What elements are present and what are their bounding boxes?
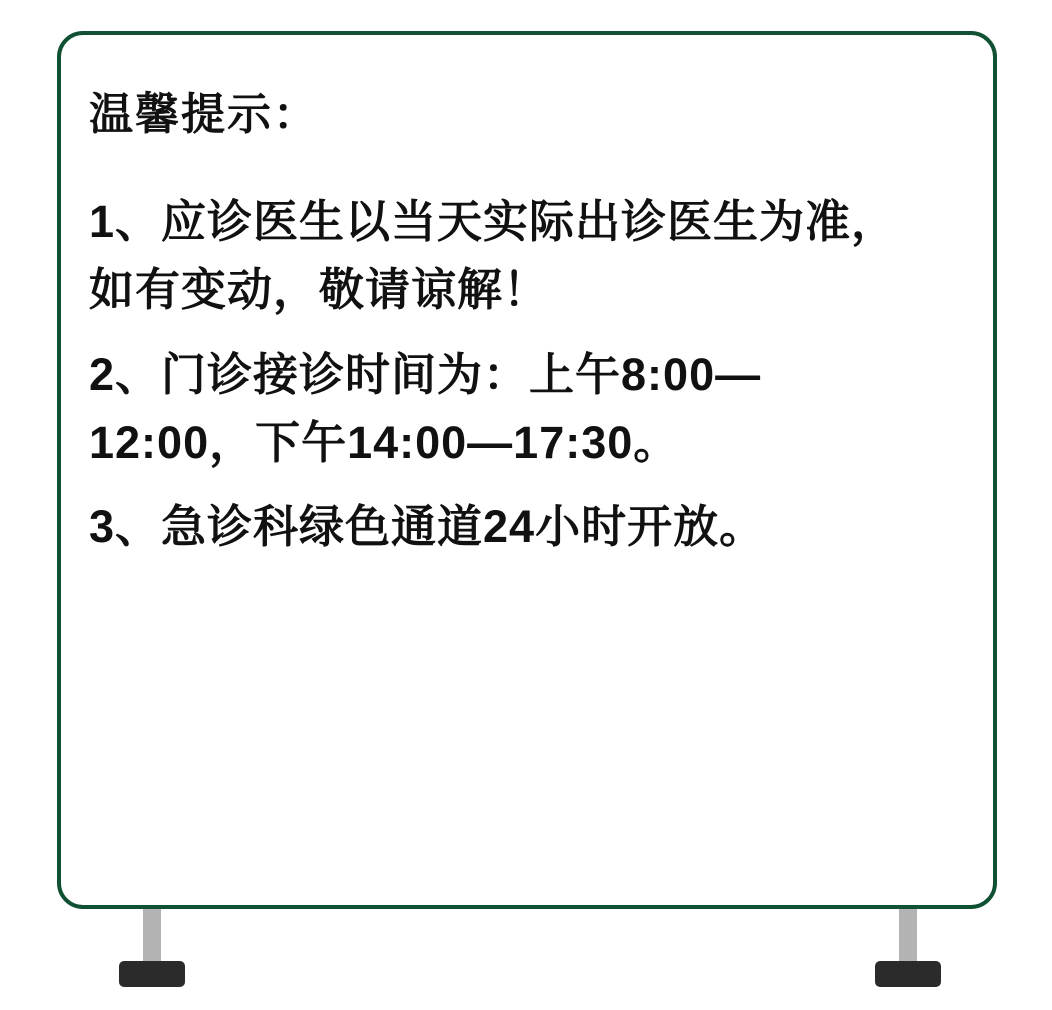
notice-item-1: 1、应诊医生以当天实际出诊医生为准，如有变动，敬请谅解！ bbox=[89, 195, 898, 316]
notice-content bbox=[89, 89, 953, 562]
notice-board bbox=[57, 31, 997, 909]
notice-title: 温馨提示： bbox=[89, 90, 319, 139]
sign-foot-lower-left bbox=[119, 961, 185, 987]
notice-item-2: 2、门诊接诊时间为：上午8:00—12:00，下午14:00—17:30。 bbox=[89, 348, 762, 468]
sign-foot-lower-right bbox=[875, 961, 941, 987]
notice-item-3: 3、急诊科绿色通道24小时开放。 bbox=[89, 501, 766, 553]
